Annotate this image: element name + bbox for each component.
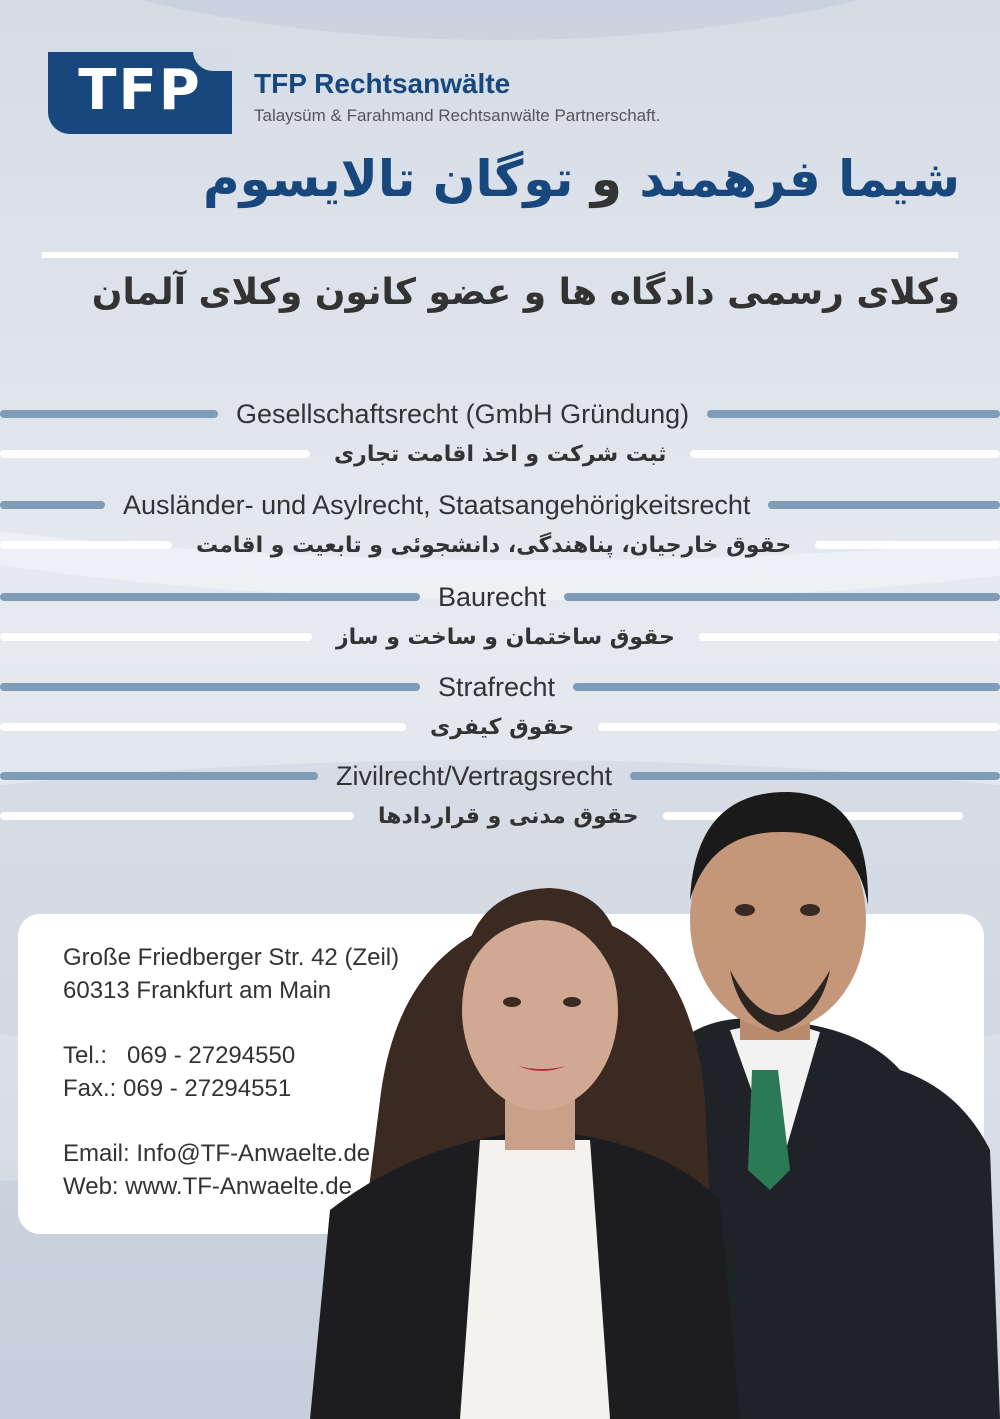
woman-figure [310,888,740,1419]
lawyer-name-1: شیما فرهمند [639,150,960,208]
practice-area-de: Baurecht [438,581,547,612]
email-address[interactable]: Email: Info@TF-Anwaelte.de [63,1140,371,1167]
practice-area-de: Gesellschaftsrecht (GmbH Gründung) [236,398,690,429]
lawyers-portrait [300,770,1000,1419]
practice-area-fa: حقوق کیفری [430,714,575,740]
address-city: 60313 Frankfurt am Main [63,977,332,1004]
practice-area [0,669,1000,759]
phone-number: Tel.: 069 - 27294550 [63,1042,296,1069]
firm-name: TFP Rechtsanwälte [254,68,511,99]
address-street: Große Friedberger Str. 42 (Zeil) [63,944,400,971]
practice-area-fa: حقوق خارجیان، پناهندگی، دانشجوئی و تابعیت و اقامت [196,532,792,558]
subheadline: وکلای رسمی دادگاه ها و عضو کانون وکلای آلمان [91,272,960,313]
practice-area-de: Zivilrecht/Vertragsrecht [336,760,613,791]
firm-logo [48,52,232,134]
practice-area-de: Strafrecht [438,671,556,702]
practice-area-fa: ثبت شرکت و اخذ اقامت تجاری [334,441,667,467]
practice-area-fa: حقوق مدنی و قراردادها [378,803,639,829]
practice-area-fa: حقوق ساختمان و ساخت و ساز [336,624,675,650]
practice-area-de: Ausländer- und Asylrecht, Staatsangehörigkeitsrecht [123,489,751,520]
practice-area [0,396,1000,486]
lawyer-names-headline [40,150,960,208]
practice-area [0,579,1000,669]
practice-area [0,487,1000,577]
background-swirl [0,0,1000,40]
fax-number: Fax.: 069 - 27294551 [63,1075,292,1102]
lawyer-name-2: توگان تالایسوم [202,150,574,208]
logo-text: TFP [78,58,202,123]
title-divider [42,252,958,258]
firm-subtitle: Talaysüm & Farahmand Rechtsanwälte Partnerschaft. [254,106,661,125]
website-link[interactable]: Web: www.TF-Anwaelte.de [63,1173,352,1200]
headline-conjunction: و [590,150,622,208]
